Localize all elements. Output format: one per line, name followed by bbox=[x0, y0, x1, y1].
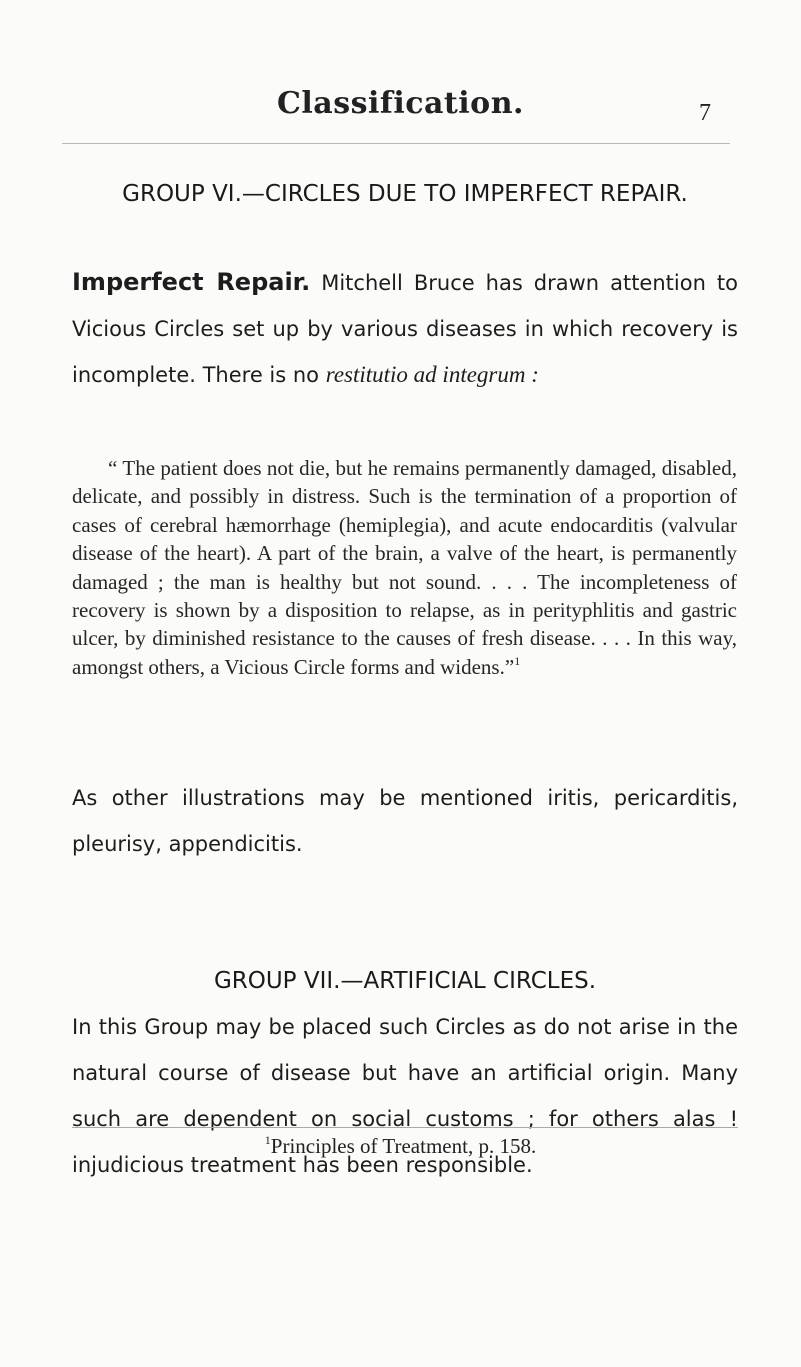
footnote-reference[interactable]: 1 bbox=[514, 653, 521, 668]
footnote bbox=[0, 1134, 801, 1159]
footnote-marker: 1 bbox=[264, 1133, 271, 1147]
group-7-paragraph: In this Group may be placed such Circles as do not arise in the natural course of disease but have an artificial origin. Many such are dependent on social customs ; for others alas ! injudicious treatment has been responsible. bbox=[72, 1015, 738, 1177]
block-quote bbox=[72, 454, 737, 681]
group-6-heading: GROUP VI.—CIRCLES DUE TO IMPERFECT REPAIR. bbox=[122, 181, 688, 207]
run-in-heading: Imperfect Repair. bbox=[72, 268, 311, 296]
page-number: 7 bbox=[699, 100, 711, 126]
footnote-rule bbox=[72, 1127, 738, 1128]
running-head-title: Classification. bbox=[277, 86, 524, 121]
footnote-text: Principles of Treatment, p. 158. bbox=[270, 1134, 537, 1158]
group-6-paragraph bbox=[72, 259, 738, 398]
group-7-heading: GROUP VII.—ARTIFICIAL CIRCLES. bbox=[213, 968, 597, 994]
quote-text: “ The patient does not die, but he remains permanently damaged, disabled, delicate, and possibly in distress. Such is the termination of a proportion of cases of cerebral hæmorrhage (hemiplegia), and acute endocarditis (valvular disease of the heart). A part of the brain, a valve of the heart, is permanently damaged ; the man is healthy but not sound. . . . The incompleteness of recovery is shown by a disposition to relapse, as in perityphlitis and gastric ulcer, by diminished resistance to the causes of fresh disease. . . . In this way, amongst others, a Vicious Circle forms and widens.” bbox=[72, 456, 737, 679]
paragraph-text: Mitchell Bruce has drawn attention to Vicious Circles set up by various diseases in which recovery is incomplete. There is no bbox=[72, 271, 738, 387]
latin-phrase: restitutio ad integrum : bbox=[325, 362, 539, 387]
illustrations-paragraph: As other illustrations may be mentioned iritis, pericarditis, pleurisy, appendicitis. bbox=[72, 786, 738, 856]
header-rule bbox=[62, 143, 730, 144]
